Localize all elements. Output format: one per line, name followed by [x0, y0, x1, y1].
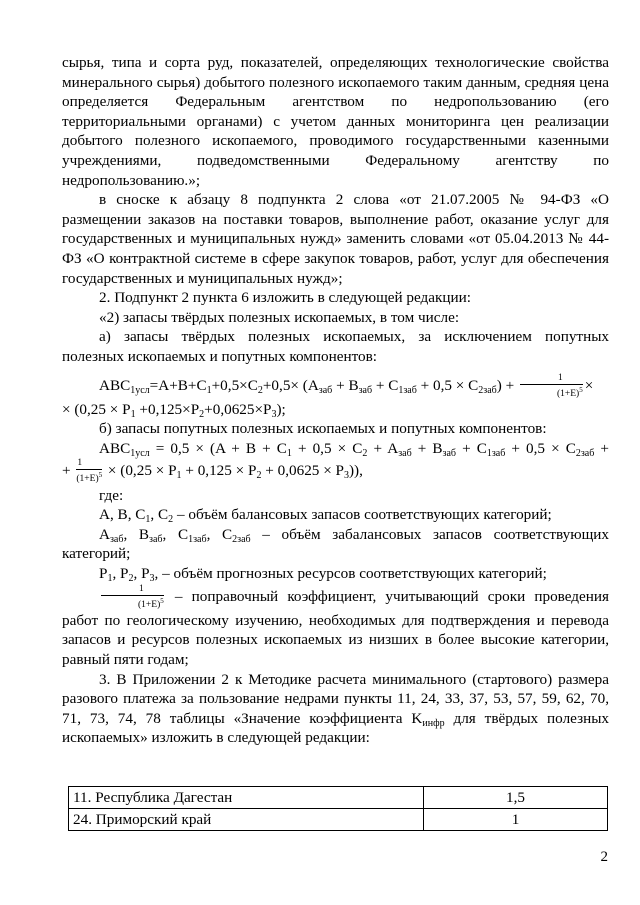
paragraph-def-coefficient: $\frac{1}{(1+E)^5}$ – поправочный коэффициент, учитывающий сроки проведения работ по геологическому изучению, необходимых для подтверждения и перевода запасов и ресурсов полезных ископаемых из низших в более высокие категории, равный пяти годам;: [62, 583, 609, 668]
paragraph-subitem-b: б) запасы попутных полезных ископаемых и попутных компонентов:: [99, 420, 547, 438]
paragraph-def-balance: A, B, $C_1$, $C_2$ – объём балансовых запасов соответствующих категорий;: [99, 506, 552, 526]
formula-a-line1: $ABC_{1усл}=A+B+C_1+0,5\times C_2+0,5\times (A_{заб} + B_{заб} + C_{1заб} + 0,5 \times C_{2заб})$ + $\frac{1}{(1+E)^5}$ ×: [99, 372, 594, 399]
page-number: 2: [600, 849, 608, 865]
region-cell: 24. Приморский край: [69, 809, 424, 831]
paragraph-def-offbalance: $A_{заб}$, $B_{заб}$, $C_{1заб}$, $C_{2заб}$ – объём забалансовых запасов соответствующих категорий;: [62, 525, 609, 563]
paragraph-subitem-a: а) запасы твёрдых полезных ископаемых, за исключением попутных полезных ископаемых и попутных компонентов:: [62, 328, 609, 365]
paragraph-continuation: сырья, типа и сорта руд, показателей, определяющих технологические свойства минерального сырья) добытого полезного ископаемого таким данным, средняя цена определяется Федеральным агентством по недропользованию (его территориальными органами) с учетом данных мониторинга цен реализации добытого полезного ископаемого, проводимого государственными казенными учреждениями, подведомственными Федеральному агентству по недропользованию.»;: [62, 54, 609, 189]
document-body: [62, 53, 609, 748]
paragraph-footnote-change: в сноске к абзацу 8 подпункта 2 слова «от 21.07.2005 № 94-ФЗ «О размещении заказов на поставки товаров, выполнение работ, оказание услуг для государственных и муниципальных нужд» заменить словами «от 05.04.2013 № 44-ФЗ «О контрактной системе в сфере закупок товаров, работ, услуг для обеспечения государственных и муниципальных нужд»;: [62, 191, 609, 287]
coefficient-table: [68, 786, 608, 831]
formula-b-line2: + $\frac{1}{(1+E)^5}$ × $(0,25 \times P_1 + 0,125 \times P_2 + 0,0625 \times P_3)$),: [62, 458, 363, 485]
fraction-correction: $\frac{1}{(1+E)^5}$: [101, 584, 164, 611]
fraction-correction: $\frac{1}{(1+E)^5}$: [520, 373, 583, 400]
value-cell: 1: [424, 809, 608, 831]
paragraph-item-2: 2. Подпункт 2 пункта 6 изложить в следующей редакции:: [99, 289, 472, 307]
paragraph-where: где:: [99, 486, 124, 504]
paragraph-subitem-2: «2) запасы твёрдых полезных ископаемых, в том числе:: [99, 308, 460, 326]
table-row: [69, 809, 608, 831]
paragraph-item-3: 3. В Приложении 2 к Методике расчета минимального (стартового) размера разового платежа за пользование недрами пункты 11, 24, 33, 37, 53, 57, 59, 62, 70, 71, 73, 74, 78 таблицы «Значение коэффициента $K_{инфр}$ для твёрдых полезных ископаемых» изложить в следующей редакции:: [62, 670, 609, 747]
formula-a-line2: × $(0,25 \times P_1 +0,125\times P_2+0,0625\times P_3)$;: [62, 400, 286, 420]
fraction-correction: $\frac{1}{(1+E)^5}$: [76, 458, 103, 485]
value-cell: 1,5: [424, 787, 608, 809]
paragraph-def-forecast: $P_1$, $P_2$, $P_3$, – объём прогнозных ресурсов соответствующих категорий;: [99, 564, 547, 584]
region-cell: 11. Республика Дагестан: [69, 787, 424, 809]
formula-b-line1: $ABC_{1усл} = 0,5 \times (A + B + C_1 + 0,5 \times C_2 + A_{заб} + B_{заб} + C_{1заб} + 0,5 \times C_{2заб}$ +: [99, 439, 609, 459]
table-row: [69, 787, 608, 809]
